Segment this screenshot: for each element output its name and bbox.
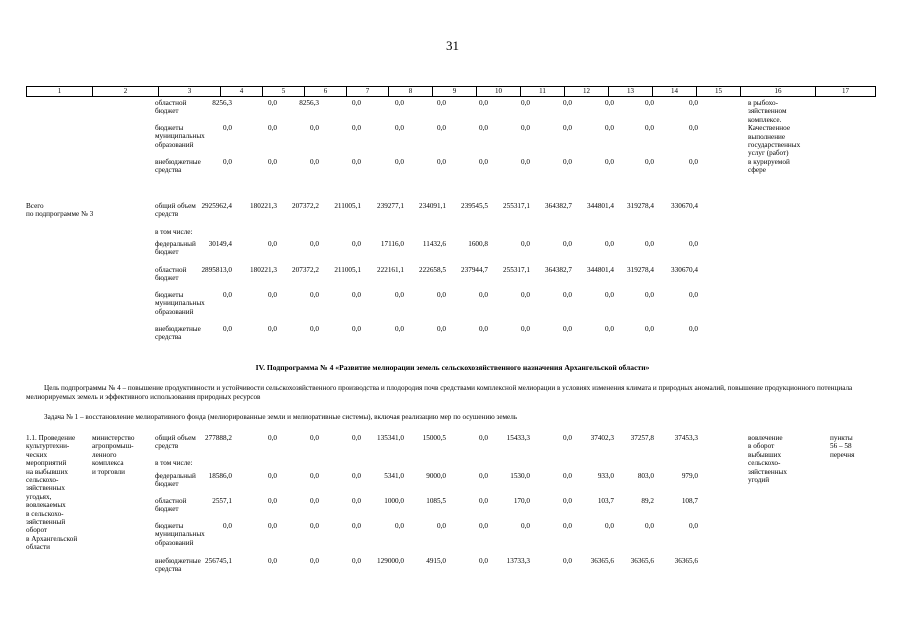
rows-c-value-0-5: 15000,5 — [422, 434, 446, 442]
rows-c-value-2-5: 9000,0 — [426, 472, 446, 480]
rows-c-value-0-10: 37257,8 — [630, 434, 654, 442]
rows-c-value-5-3: 0,0 — [352, 557, 361, 565]
header-col-2: 2 — [93, 87, 159, 97]
rows-b-value-3-4: 222161,1 — [377, 266, 404, 274]
rows-c-value-0-6: 0,0 — [479, 434, 488, 442]
rows-c-value-0-1: 0,0 — [268, 434, 277, 442]
rows-c-value-2-2: 0,0 — [310, 472, 319, 480]
rows-a-value-2-1: 0,0 — [268, 158, 277, 166]
col17-note-c: пункты 56 – 58 перечня — [830, 434, 855, 459]
header-col-9: 9 — [433, 87, 477, 97]
rows-c-value-0-0: 277888,2 — [205, 434, 232, 442]
rows-c-value-0-8: 0,0 — [563, 434, 572, 442]
header-col-11: 11 — [521, 87, 565, 97]
rows-b-value-4-11: 0,0 — [689, 291, 698, 299]
rows-a-value-1-11: 0,0 — [689, 124, 698, 132]
rows-a-value-2-6: 0,0 — [479, 158, 488, 166]
rows-c-value-2-4: 5341,0 — [384, 472, 404, 480]
col16-note-c: вовлечение в оборот выбывших сельскохо- зяйственных угодий — [748, 434, 787, 485]
rows-b-value-4-9: 0,0 — [605, 291, 614, 299]
rows-a-value-0-9: 0,0 — [605, 99, 614, 107]
rows-b-value-5-3: 0,0 — [352, 325, 361, 333]
rows-a-value-2-9: 0,0 — [605, 158, 614, 166]
rows-b-value-5-9: 0,0 — [605, 325, 614, 333]
rows-c-value-0-7: 15433,3 — [506, 434, 530, 442]
rows-b-value-4-4: 0,0 — [395, 291, 404, 299]
rows-b-source-2: федеральный бюджет — [155, 240, 196, 257]
rows-c-value-4-9: 0,0 — [605, 522, 614, 530]
rows-c-value-5-7: 13733,3 — [506, 557, 530, 565]
rows-b-source-4: бюджеты муниципальных образований — [155, 291, 205, 316]
rows-b-value-2-11: 0,0 — [689, 240, 698, 248]
rows-c-value-4-3: 0,0 — [352, 522, 361, 530]
rows-c-value-3-3: 0,0 — [352, 497, 361, 505]
rows-c-value-0-2: 0,0 — [310, 434, 319, 442]
rows-a-source-0: областной бюджет — [155, 99, 187, 116]
rows-c-value-3-1: 0,0 — [268, 497, 277, 505]
page-number: 31 — [446, 38, 459, 53]
rows-a-value-0-11: 0,0 — [689, 99, 698, 107]
rows-b-value-4-3: 0,0 — [352, 291, 361, 299]
rows-a-value-2-0: 0,0 — [223, 158, 232, 166]
rows-b-value-5-10: 0,0 — [645, 325, 654, 333]
rows-c-value-4-5: 0,0 — [437, 522, 446, 530]
header-col-1: 1 — [27, 87, 93, 97]
rows-c-value-2-11: 979,0 — [681, 472, 698, 480]
rows-a-value-1-3: 0,0 — [352, 124, 361, 132]
rows-b-value-3-7: 255317,1 — [503, 266, 530, 274]
rows-b-value-4-7: 0,0 — [521, 291, 530, 299]
rows-a-value-1-2: 0,0 — [310, 124, 319, 132]
header-col-6: 6 — [305, 87, 347, 97]
header-col-5: 5 — [263, 87, 305, 97]
rows-c-value-3-9: 103,7 — [597, 497, 614, 505]
rows-c-value-4-6: 0,0 — [479, 522, 488, 530]
executor: министерство агропромыш- ленного комплекса и торговли — [92, 434, 135, 476]
rows-c-source-4: бюджеты муниципальных образований — [155, 522, 205, 547]
header-col-8: 8 — [389, 87, 433, 97]
header-col-15: 15 — [697, 87, 741, 97]
rows-b-value-0-1: 180221,3 — [250, 202, 277, 210]
rows-b-value-4-2: 0,0 — [310, 291, 319, 299]
rows-c-source-2: федеральный бюджет — [155, 472, 196, 489]
rows-c-value-3-11: 108,7 — [681, 497, 698, 505]
rows-a-value-2-2: 0,0 — [310, 158, 319, 166]
rows-a-value-1-4: 0,0 — [395, 124, 404, 132]
rows-b-value-0-0: 2925962,4 — [201, 202, 232, 210]
rows-b-value-2-4: 17116,0 — [380, 240, 404, 248]
rows-b-value-3-10: 319278,4 — [627, 266, 654, 274]
rows-c-value-3-0: 2557,1 — [212, 497, 232, 505]
rows-c-value-4-2: 0,0 — [310, 522, 319, 530]
rows-b-source-5: внебюджетные средства — [155, 325, 201, 342]
rows-c-value-5-10: 36365,6 — [630, 557, 654, 565]
rows-c-value-4-11: 0,0 — [689, 522, 698, 530]
rows-a-value-0-1: 0,0 — [268, 99, 277, 107]
header-col-17: 17 — [816, 87, 876, 97]
rows-b-value-0-9: 344801,4 — [587, 202, 614, 210]
rows-c-value-2-3: 0,0 — [352, 472, 361, 480]
header-col-16: 16 — [741, 87, 816, 97]
rows-c-value-2-9: 933,0 — [597, 472, 614, 480]
rows-c-value-5-11: 36365,6 — [674, 557, 698, 565]
rows-b-value-4-1: 0,0 — [268, 291, 277, 299]
header-col-12: 12 — [565, 87, 609, 97]
rows-c-value-2-10: 803,0 — [637, 472, 654, 480]
rows-c-value-0-9: 37402,3 — [590, 434, 614, 442]
rows-b-value-3-5: 222658,5 — [419, 266, 446, 274]
rows-b-value-0-5: 234091,1 — [419, 202, 446, 210]
rows-b-value-5-11: 0,0 — [689, 325, 698, 333]
rows-a-value-0-8: 0,0 — [563, 99, 572, 107]
rows-a-value-2-5: 0,0 — [437, 158, 446, 166]
rows-c-value-5-1: 0,0 — [268, 557, 277, 565]
rows-b-value-5-5: 0,0 — [437, 325, 446, 333]
rows-a-value-2-8: 0,0 — [563, 158, 572, 166]
subprogram-goal: Цель подпрограммы № 4 – повышение продуктивности и устойчивости сельскохозяйственного производства и плодородия почв средствами комплексной мелиорации в условиях изменения климата и природных аномалий, повышение продукционного потенциала мелиорируемых земель и эффективного использования природных ресурсов — [26, 384, 853, 401]
column-number-header — [26, 86, 876, 97]
rows-c-value-4-0: 0,0 — [223, 522, 232, 530]
rows-a-value-2-7: 0,0 — [521, 158, 530, 166]
rows-b-value-3-1: 180221,3 — [250, 266, 277, 274]
rows-b-value-2-8: 0,0 — [563, 240, 572, 248]
rows-b-value-4-10: 0,0 — [645, 291, 654, 299]
rows-c-value-0-3: 0,0 — [352, 434, 361, 442]
rows-c-value-5-0: 256745,1 — [205, 557, 232, 565]
rows-c-value-5-5: 4915,0 — [426, 557, 446, 565]
rows-c-value-5-8: 0,0 — [563, 557, 572, 565]
rows-c-value-5-6: 0,0 — [479, 557, 488, 565]
rows-b-value-3-8: 364382,7 — [545, 266, 572, 274]
rows-b-value-0-2: 207372,2 — [292, 202, 319, 210]
rows-b-value-2-10: 0,0 — [645, 240, 654, 248]
rows-c-value-3-4: 1000,0 — [384, 497, 404, 505]
rows-c-value-4-7: 0,0 — [521, 522, 530, 530]
rows-b-value-2-1: 0,0 — [268, 240, 277, 248]
rows-c-value-4-8: 0,0 — [563, 522, 572, 530]
rows-c-value-5-2: 0,0 — [310, 557, 319, 565]
rows-b-value-5-0: 0,0 — [223, 325, 232, 333]
rows-b-value-2-5: 11432,6 — [422, 240, 446, 248]
rows-c-value-2-6: 0,0 — [479, 472, 488, 480]
rows-c-value-0-4: 135341,0 — [377, 434, 404, 442]
rows-a-value-0-3: 0,0 — [352, 99, 361, 107]
rows-b-value-3-6: 237944,7 — [461, 266, 488, 274]
header-col-4: 4 — [221, 87, 263, 97]
rows-b-value-5-4: 0,0 — [395, 325, 404, 333]
rows-a-value-1-6: 0,0 — [479, 124, 488, 132]
header-col-10: 10 — [477, 87, 521, 97]
rows-c-value-3-5: 1085,5 — [426, 497, 446, 505]
rows-c-source-1: в том числе: — [155, 459, 193, 467]
rows-b-value-2-6: 1600,8 — [468, 240, 488, 248]
rows-b-value-4-5: 0,0 — [437, 291, 446, 299]
rows-b-value-3-3: 211005,1 — [334, 266, 361, 274]
rows-a-source-2: внебюджетные средства — [155, 158, 201, 175]
rows-a-value-1-7: 0,0 — [521, 124, 530, 132]
rows-b-value-5-6: 0,0 — [479, 325, 488, 333]
section-title: IV. Подпрограмма № 4 «Развитие мелиорации земель сельскохозяйственного назначения Архангельской области» — [255, 363, 650, 372]
rows-c-value-2-7: 1530,0 — [510, 472, 530, 480]
measure-name: 1.1. Проведение культуртехни- ческих мероприятий на выбывших сельскохо- зяйственных угодьях, вовлекаемых в сельскохо- зяйственный оборот в Архангельской области — [26, 434, 78, 552]
rows-a-value-0-7: 0,0 — [521, 99, 530, 107]
rows-c-source-3: областной бюджет — [155, 497, 187, 514]
rows-c-value-3-2: 0,0 — [310, 497, 319, 505]
rows-b-value-3-2: 207372,2 — [292, 266, 319, 274]
rows-c-value-3-6: 0,0 — [479, 497, 488, 505]
rows-a-value-0-6: 0,0 — [479, 99, 488, 107]
rows-b-value-3-9: 344801,4 — [587, 266, 614, 274]
rows-a-value-1-0: 0,0 — [223, 124, 232, 132]
task-1: Задача № 1 – восстановление мелиоративного фонда (мелиорированные земли и мелиоративные системы), включая реализацию мер по осушению земель — [44, 413, 518, 421]
rows-b-source-3: областной бюджет — [155, 266, 187, 283]
rows-c-value-4-1: 0,0 — [268, 522, 277, 530]
rows-b-value-0-4: 239277,1 — [377, 202, 404, 210]
header-col-14: 14 — [653, 87, 697, 97]
rows-a-value-0-4: 0,0 — [395, 99, 404, 107]
header-col-3: 3 — [159, 87, 221, 97]
rows-b-value-5-7: 0,0 — [521, 325, 530, 333]
rows-c-value-2-0: 18586,0 — [208, 472, 232, 480]
rows-a-value-1-9: 0,0 — [605, 124, 614, 132]
rows-c-value-0-11: 37453,3 — [674, 434, 698, 442]
rows-b-value-5-2: 0,0 — [310, 325, 319, 333]
rows-b-value-5-1: 0,0 — [268, 325, 277, 333]
rows-a-value-2-4: 0,0 — [395, 158, 404, 166]
rows-a-value-0-2: 8256,3 — [299, 99, 319, 107]
rows-b-value-2-2: 0,0 — [310, 240, 319, 248]
rows-b-value-3-11: 330670,4 — [671, 266, 698, 274]
rows-b-value-3-0: 2895813,0 — [201, 266, 232, 274]
total-label: Всего по подпрограмме № 3 — [26, 202, 94, 219]
rows-a-value-2-3: 0,0 — [352, 158, 361, 166]
header-col-7: 7 — [347, 87, 389, 97]
rows-a-value-1-8: 0,0 — [563, 124, 572, 132]
rows-c-value-5-9: 36365,6 — [590, 557, 614, 565]
rows-c-value-4-4: 0,0 — [395, 522, 404, 530]
rows-c-value-2-1: 0,0 — [268, 472, 277, 480]
rows-a-value-1-1: 0,0 — [268, 124, 277, 132]
rows-b-source-0: общий объем средств — [155, 202, 196, 219]
rows-b-value-2-0: 30149,4 — [208, 240, 232, 248]
rows-b-value-0-8: 364382,7 — [545, 202, 572, 210]
col16-note-a: в рыбохо- зяйственном комплексе. Качественное выполнение государственных услуг (работ) в курируемой сфере — [748, 99, 801, 175]
rows-b-value-4-0: 0,0 — [223, 291, 232, 299]
rows-b-value-5-8: 0,0 — [563, 325, 572, 333]
rows-a-value-2-10: 0,0 — [645, 158, 654, 166]
rows-a-value-1-10: 0,0 — [645, 124, 654, 132]
rows-c-value-3-8: 0,0 — [563, 497, 572, 505]
rows-c-value-3-7: 170,0 — [513, 497, 530, 505]
rows-a-value-0-5: 0,0 — [437, 99, 446, 107]
rows-b-value-2-9: 0,0 — [605, 240, 614, 248]
rows-b-value-4-6: 0,0 — [479, 291, 488, 299]
rows-b-value-0-3: 211005,1 — [334, 202, 361, 210]
rows-b-source-1: в том числе: — [155, 228, 193, 236]
header-col-13: 13 — [609, 87, 653, 97]
rows-b-value-4-8: 0,0 — [563, 291, 572, 299]
rows-b-value-0-7: 255317,1 — [503, 202, 530, 210]
rows-c-value-2-8: 0,0 — [563, 472, 572, 480]
rows-a-source-1: бюджеты муниципальных образований — [155, 124, 205, 149]
rows-c-value-5-4: 129000,0 — [377, 557, 404, 565]
rows-c-source-0: общий объем средств — [155, 434, 196, 451]
rows-b-value-0-10: 319278,4 — [627, 202, 654, 210]
rows-c-value-4-10: 0,0 — [645, 522, 654, 530]
rows-a-value-1-5: 0,0 — [437, 124, 446, 132]
rows-a-value-0-10: 0,0 — [645, 99, 654, 107]
rows-b-value-0-6: 239545,5 — [461, 202, 488, 210]
rows-a-value-2-11: 0,0 — [689, 158, 698, 166]
rows-b-value-2-3: 0,0 — [352, 240, 361, 248]
rows-c-source-5: внебюджетные средства — [155, 557, 201, 574]
rows-a-value-0-0: 8256,3 — [212, 99, 232, 107]
rows-c-value-3-10: 89,2 — [641, 497, 654, 505]
rows-b-value-2-7: 0,0 — [521, 240, 530, 248]
rows-b-value-0-11: 330670,4 — [671, 202, 698, 210]
